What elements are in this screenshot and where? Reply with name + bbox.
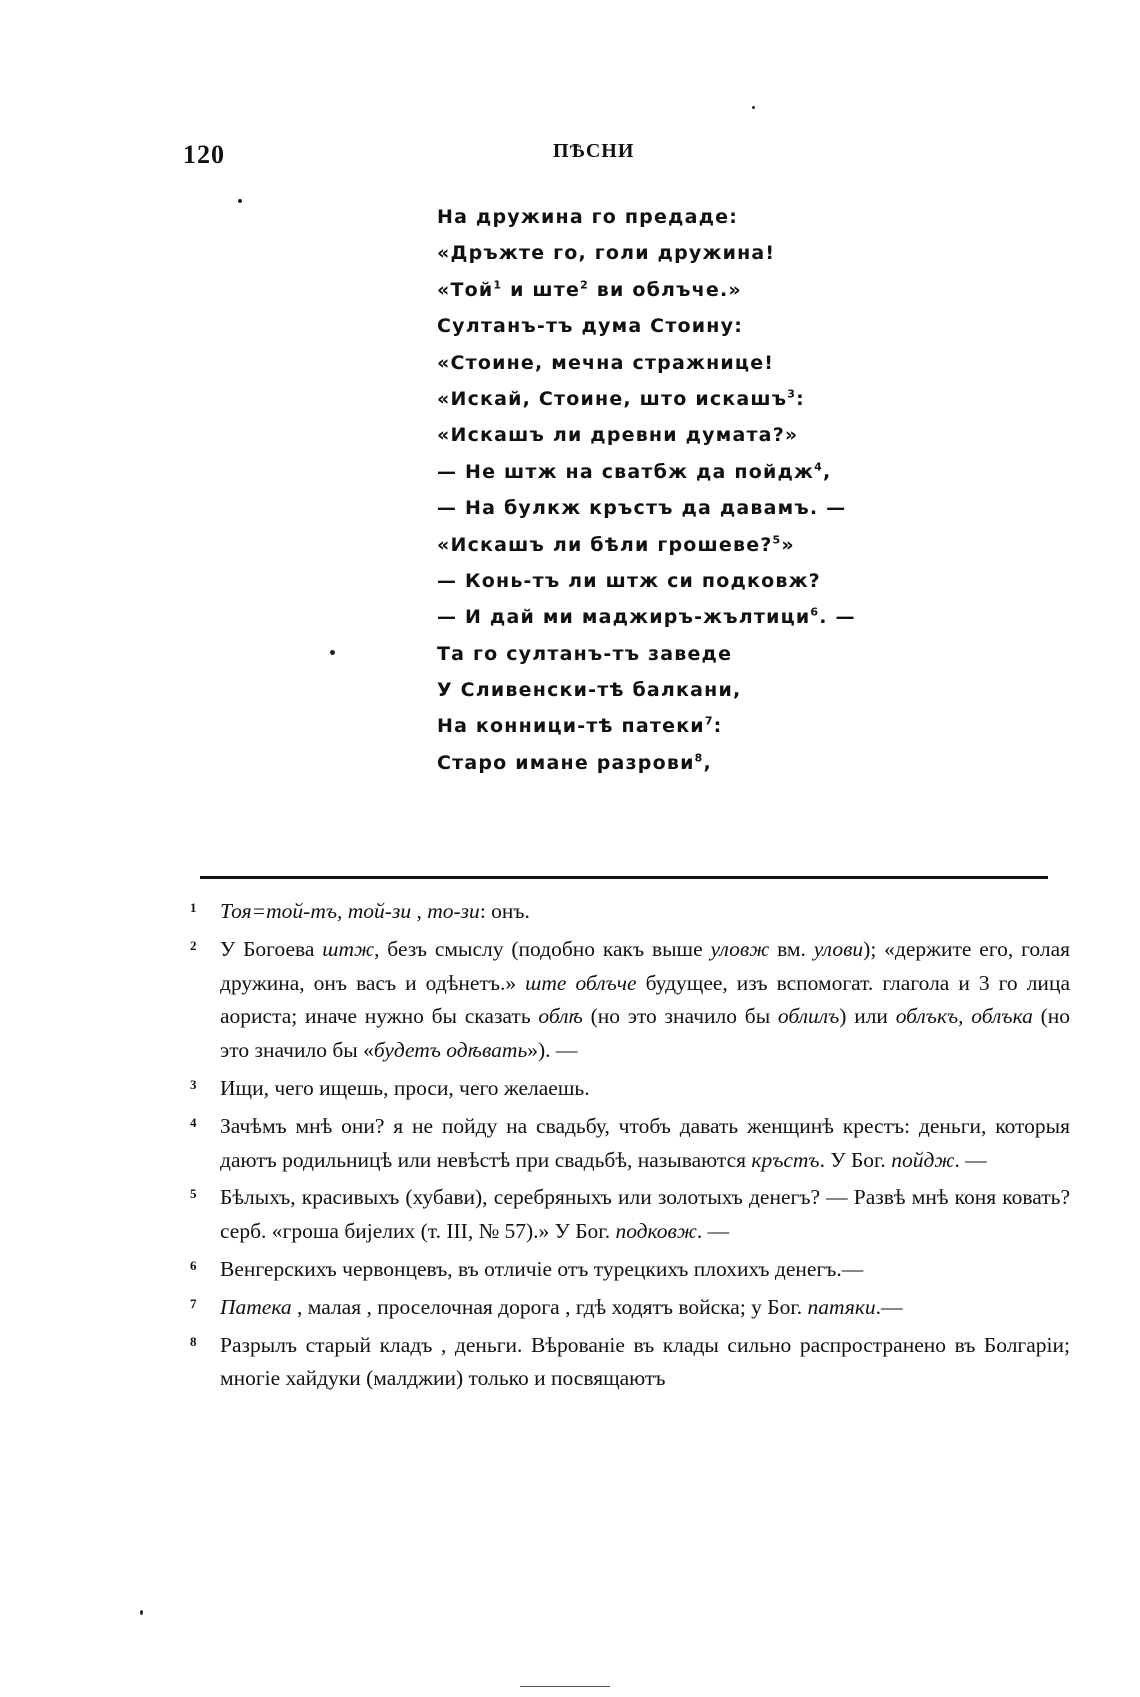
footnote — [190, 1291, 1070, 1325]
footnote-italic-text: пойдж — [891, 1147, 955, 1172]
footnote-plain-text: Ищи, чего ищешь, проси, чего желаешь. — [220, 1075, 590, 1100]
poem-line-text: Султанъ-тъ дума Стоину: — [437, 315, 744, 338]
footnote-italic-text: кръстъ — [751, 1147, 820, 1172]
footnote-plain-text: (но это значило бы — [582, 1004, 778, 1029]
footnotes — [190, 895, 1070, 1400]
footnote-reference: 5 — [772, 533, 782, 547]
footnote — [190, 1253, 1070, 1287]
poem-line-text: У Сливенски-тѣ балкани, — [437, 679, 742, 702]
footnote-text — [220, 1253, 1070, 1287]
running-head: ПѢСНИ — [553, 140, 635, 162]
poem-line-text: — И дай ми маджиръ-жълтици — [437, 606, 811, 629]
scan-speck — [140, 1610, 143, 1615]
footnote — [190, 1329, 1070, 1397]
poem-line-text: На дружина го предаде: — [437, 206, 739, 228]
poem-line — [437, 599, 957, 635]
poem-line-text: , — [703, 751, 712, 774]
footnote-plain-text: »). — — [527, 1038, 578, 1063]
footnote-marker: 8 — [190, 1333, 197, 1349]
poem-line — [437, 672, 957, 708]
footnote-text — [220, 1072, 1070, 1106]
footnote-marker: 4 — [190, 1114, 197, 1130]
scan-speck — [752, 106, 755, 109]
poem — [437, 199, 957, 781]
footnote-text — [220, 1181, 1070, 1249]
footnote-marker: 3 — [190, 1076, 197, 1092]
footnote-plain-text: Венгерскихъ червонцевъ, въ отличіе отъ турецкихъ плохихъ денегъ.— — [220, 1256, 864, 1281]
poem-line-text: «Той — [437, 278, 494, 301]
footnote-reference: 3 — [787, 387, 797, 401]
footnote-italic-text: уловж — [710, 936, 770, 961]
scan-edge-line — [520, 1686, 610, 1687]
poem-line — [437, 308, 957, 344]
footnote-plain-text: : онъ. — [479, 899, 530, 923]
footnote-plain-text: Бѣлыхъ, красивыхъ (хубави), серебряныхъ или золотыхъ денегъ? — Развѣ мнѣ коня ковать? серб. «гроша бијелих (т. III, № 57).» У Бог. — [220, 1185, 1070, 1244]
poem-line-text: , — [823, 460, 832, 483]
poem-line-text: . — — [819, 606, 856, 629]
footnote-text — [220, 1329, 1070, 1397]
poem-line — [437, 345, 957, 381]
footnote-marker: 5 — [190, 1186, 197, 1202]
footnote-italic-text: облъкъ, облъка — [895, 1004, 1033, 1029]
poem-line-text: «Искашъ ли древни думата?» — [437, 424, 799, 447]
footnote-text — [220, 933, 1070, 1068]
poem-line-text: : — [796, 387, 805, 410]
poem-line-text: — Конь-тъ ли штж си подковж? — [437, 569, 821, 592]
footnote — [190, 1072, 1070, 1106]
footnote-reference: 1 — [493, 278, 503, 292]
footnote — [190, 895, 1070, 929]
poem-line — [437, 636, 957, 672]
footnote-italic-text: штж — [322, 936, 375, 961]
footnote-plain-text: (но это значило бы « — [220, 1004, 1071, 1063]
footnote-italic-text: ште облъче — [525, 970, 637, 995]
footnote-text — [220, 895, 1070, 929]
footnote-italic-text: Патека — [220, 1294, 292, 1319]
footnote-reference: 4 — [814, 460, 823, 474]
footnote — [190, 933, 1070, 1068]
footnote-reference: 7 — [704, 715, 714, 729]
poem-line-text: «Дръжте го, голи дружина! — [437, 242, 776, 265]
footnote-plain-text: Разрылъ старый кладъ , деньги. Вѣрованіе въ клады сильно распространено въ Болгаріи; многіе хайдуки (малджии) только и посвящаютъ — [220, 1332, 1070, 1391]
footnote-reference: 8 — [694, 751, 704, 765]
footnote-plain-text: . — — [696, 1219, 730, 1244]
page-number: 120 — [183, 140, 225, 169]
poem-line-text: Старо имане разрови — [437, 751, 695, 774]
poem-line — [437, 199, 957, 235]
poem-line-text: На конници-тѣ патеки — [437, 715, 705, 738]
footnote-plain-text: ) или — [839, 1004, 896, 1029]
footnote-text — [220, 1110, 1070, 1178]
poem-line — [437, 454, 957, 490]
footnote-plain-text: будущее, изъ вспомогат. глагола и 3 го лица аориста; иначе нужно бы сказать — [220, 970, 1070, 1029]
poem-line — [437, 235, 957, 271]
poem-line — [437, 381, 957, 417]
footnote-marker: 6 — [190, 1257, 197, 1273]
footnote-italic-text: подковж — [615, 1219, 697, 1244]
footnote-plain-text: , малая , проселочная дорога , гдѣ ходятъ войска; у Бог. — [291, 1294, 808, 1319]
footnote-plain-text: , безъ смыслу (подобно какъ выше — [374, 936, 711, 961]
poem-line — [437, 563, 957, 599]
poem-line — [437, 527, 957, 563]
footnote-plain-text: У Богоева — [220, 936, 323, 961]
footnote-text — [220, 1291, 1070, 1325]
poem-line — [437, 708, 957, 744]
poem-line-text: — Не штж на сватбж да пойдж — [437, 460, 815, 483]
footnote-italic-text: облилъ — [777, 1004, 840, 1029]
footnote — [190, 1181, 1070, 1249]
footnote-plain-text: , — [411, 899, 428, 923]
footnote-italic-text: Тоя=той-тъ, той-зи — [220, 899, 412, 923]
poem-line — [437, 745, 957, 781]
footnote-italic-text: патяки — [807, 1294, 876, 1319]
poem-line-text: ви облъче.» — [588, 278, 742, 301]
poem-line-text: «Искашъ ли бѣли грошеве? — [437, 533, 773, 556]
poem-line — [437, 272, 957, 308]
poem-line-text: Та го султанъ-тъ заведе — [437, 642, 733, 665]
footnote — [190, 1110, 1070, 1178]
footnote-plain-text: . — — [954, 1147, 987, 1172]
scan-speck — [238, 199, 242, 203]
poem-line — [437, 490, 957, 526]
footnote-separator — [200, 876, 1048, 879]
footnote-marker: 7 — [190, 1295, 197, 1311]
footnote-plain-text: .— — [875, 1294, 903, 1319]
footnote-plain-text: Зачѣмъ мнѣ они? я не пойду на свадьбу, чтобъ давать женщинѣ крестъ: деньги, которыя даютъ родильницѣ или невѣстѣ при свадьбѣ, называются — [220, 1113, 1070, 1172]
poem-line-text: » — [781, 533, 795, 556]
footnote-marker: 2 — [190, 937, 197, 953]
footnote-italic-text: то-зи — [427, 899, 480, 923]
poem-line-text: «Искай, Стоине, што искашъ — [437, 387, 788, 410]
poem-line-text: и ште — [502, 278, 581, 301]
poem-line-text: : — [713, 715, 723, 738]
footnote-plain-text: ); «держите его, голая дружина, онъ васъ и одѣнетъ.» — [220, 936, 1071, 995]
footnote-plain-text: вм. — [769, 936, 814, 961]
poem-line-text: «Стоине, мечна стражнице! — [437, 351, 775, 374]
footnote-italic-text: будетъ одѣвать — [373, 1038, 528, 1063]
footnote-italic-text: улови — [813, 936, 864, 961]
footnote-reference: 2 — [580, 278, 589, 292]
poem-line — [437, 417, 957, 453]
footnote-reference: 6 — [810, 605, 820, 619]
footnote-italic-text: облѣ — [538, 1004, 583, 1029]
footnote-marker: 1 — [190, 900, 197, 915]
poem-line-text: — На булкж кръстъ да давамъ. — — [437, 497, 847, 520]
footnote-plain-text: . У Бог. — [819, 1147, 892, 1172]
scan-speck — [330, 650, 335, 655]
